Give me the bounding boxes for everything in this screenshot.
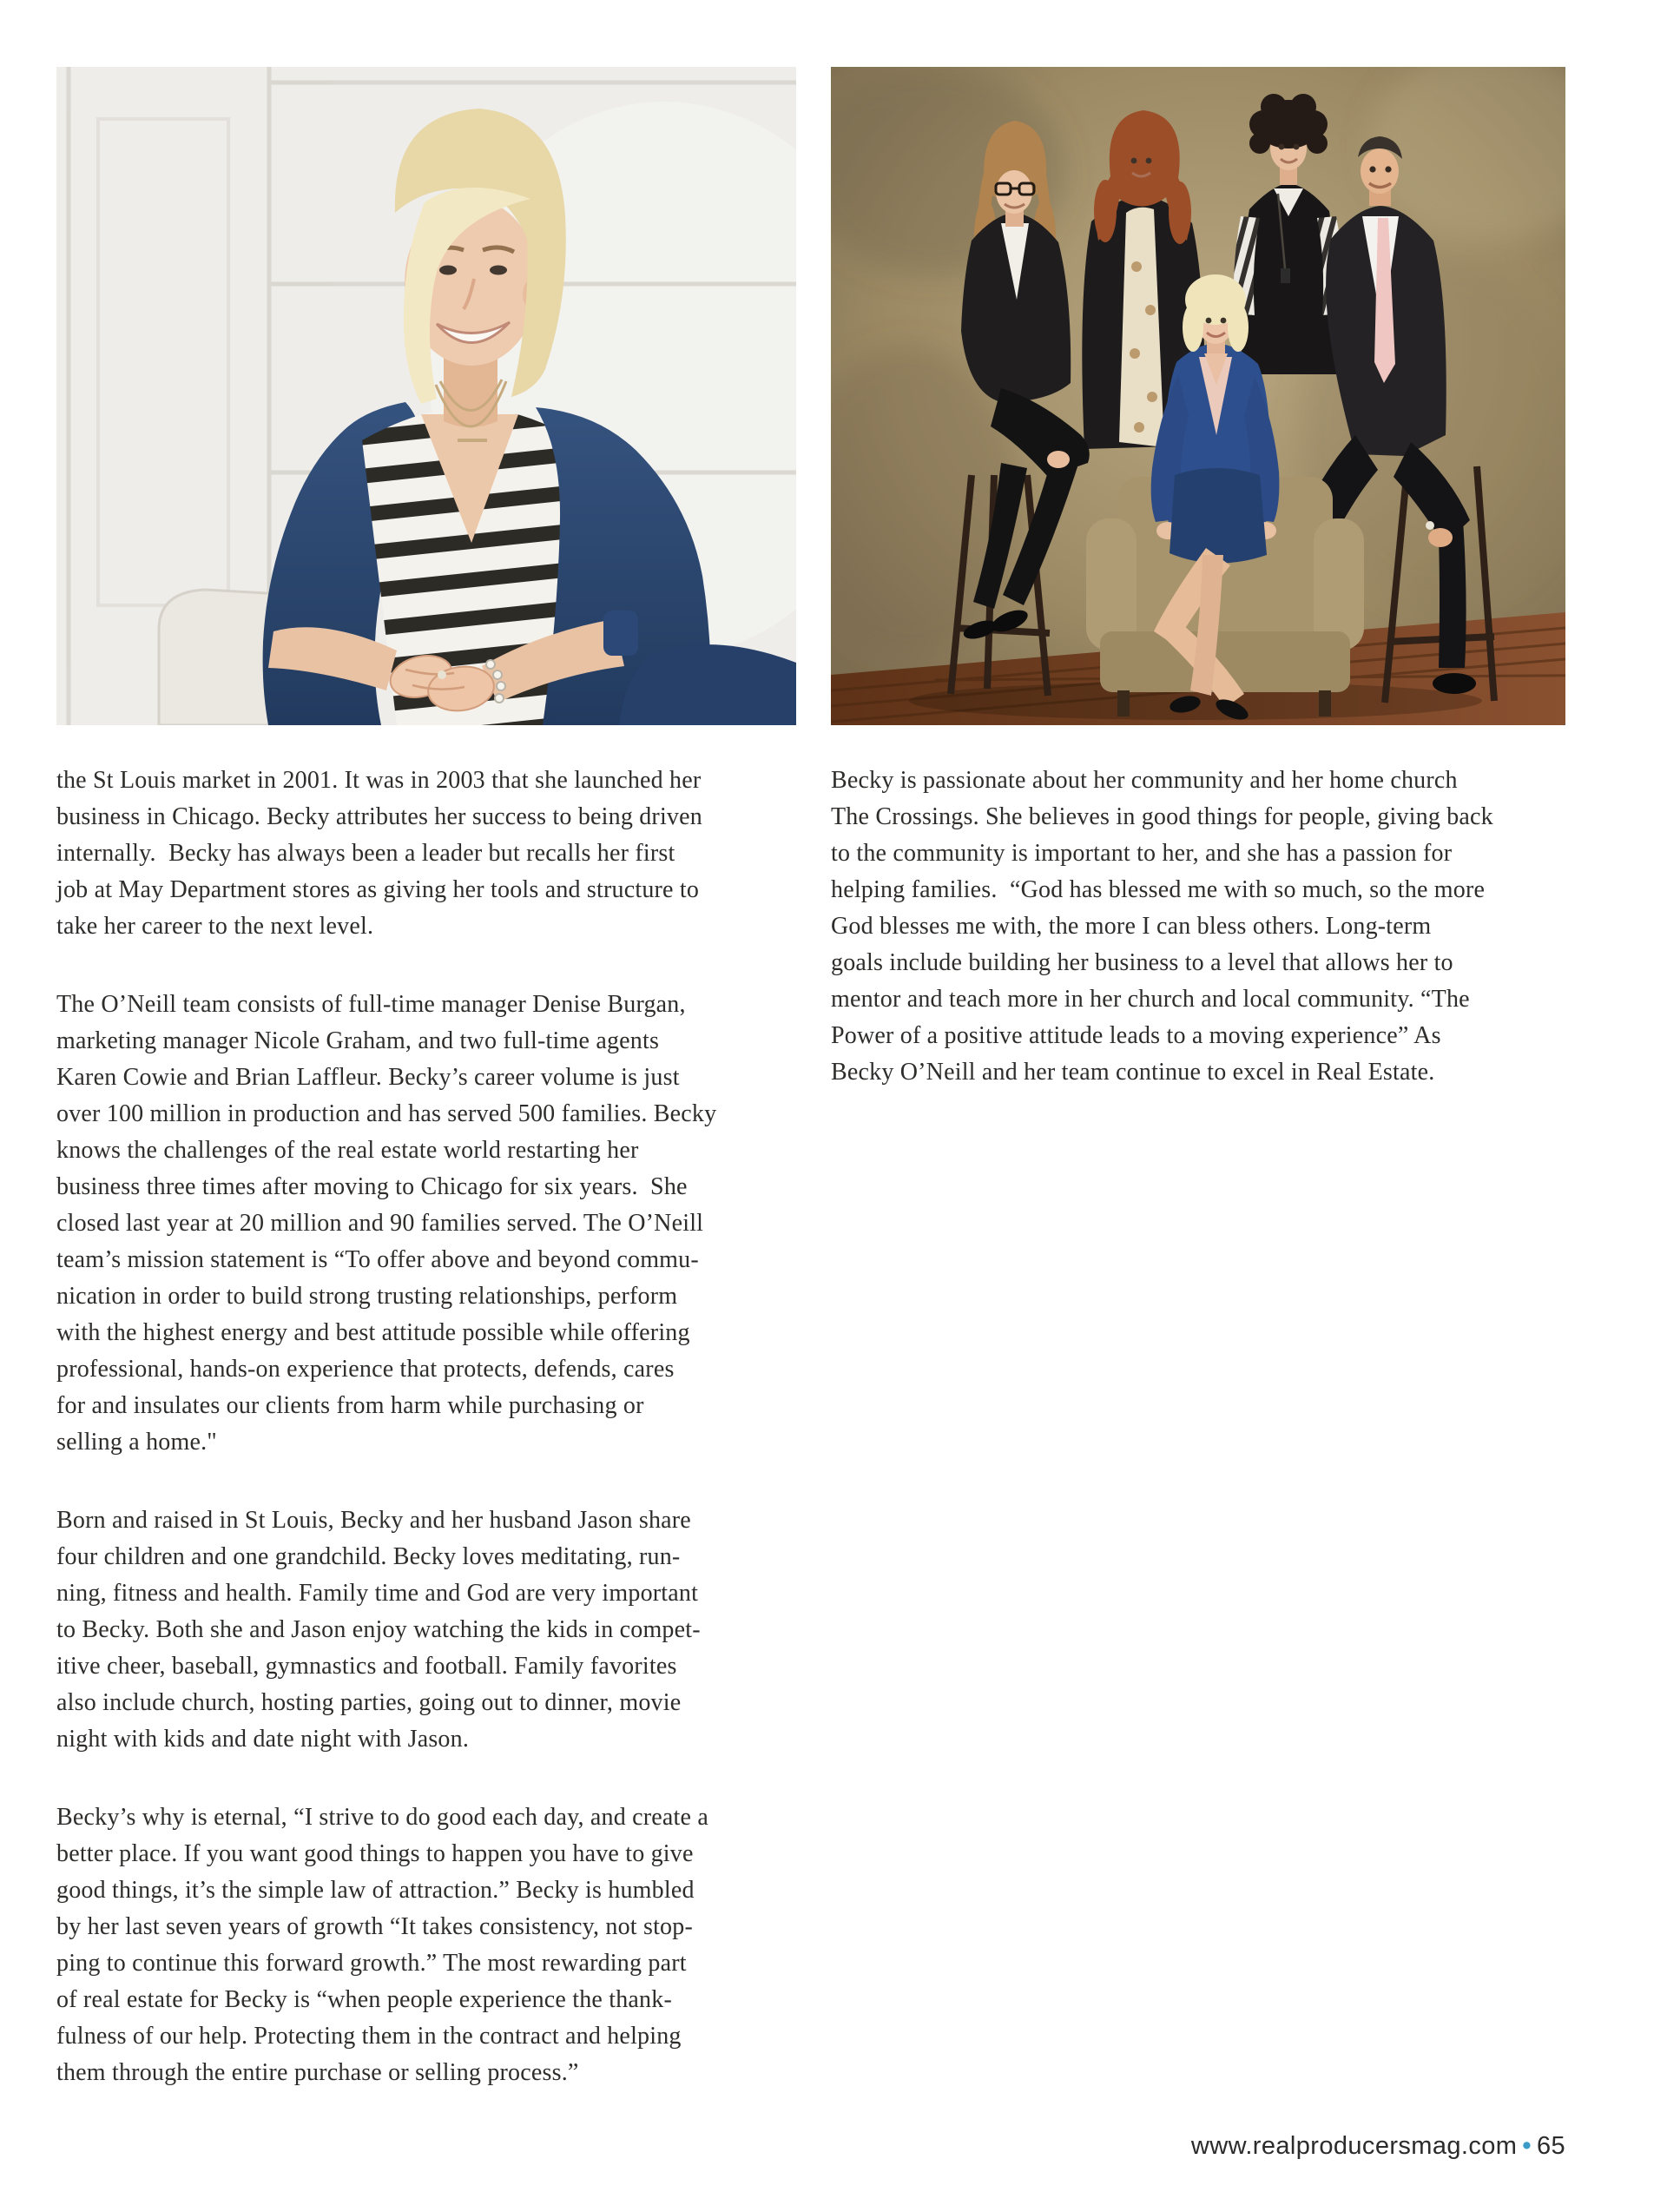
paragraph-career bbox=[56, 763, 825, 945]
text-line: over 100 million in production and has served 500 families. Becky bbox=[56, 1100, 717, 1127]
sleeve-cuff bbox=[603, 611, 638, 656]
text-line: professional, hands-on experience that protects, defends, cares bbox=[56, 1356, 675, 1383]
paragraph-why bbox=[56, 1799, 825, 2091]
page-number: 65 bbox=[1536, 2132, 1565, 2160]
text-line: business three times after moving to Chicago for six years. She bbox=[56, 1173, 688, 1200]
text-line: selling a home." bbox=[56, 1429, 217, 1456]
text-line: good things, it’s the simple law of attraction.” Becky is humbled bbox=[56, 1877, 695, 1904]
text-line: Becky’s why is eternal, “I strive to do good each day, and create a bbox=[56, 1804, 708, 1831]
text-line: itive cheer, baseball, gymnastics and football. Family favorites bbox=[56, 1653, 677, 1680]
paragraph-family bbox=[56, 1502, 825, 1758]
page-footer bbox=[1191, 2132, 1565, 2161]
text-line: take her career to the next level. bbox=[56, 913, 374, 940]
text-line: of real estate for Becky is “when people experience the thank- bbox=[56, 1986, 672, 2013]
text-line: ning, fitness and health. Family time and God are very important bbox=[56, 1580, 699, 1607]
text-line: fulness of our help. Protecting them in the contract and helping bbox=[56, 2023, 682, 2050]
footer-url[interactable]: www.realproducersmag.com bbox=[1190, 2132, 1518, 2160]
text-line: by her last seven years of growth “It takes consistency, not stop- bbox=[56, 1913, 693, 1940]
team-illustration bbox=[831, 67, 1565, 725]
portrait-photo bbox=[56, 67, 796, 725]
text-line: for and insulates our clients from harm while purchasing or bbox=[56, 1392, 644, 1419]
paragraph-team bbox=[56, 987, 825, 1461]
text-line: Born and raised in St Louis, Becky and her husband Jason share bbox=[56, 1507, 691, 1534]
text-line: The O’Neill team consists of full-time manager Denise Burgan, bbox=[56, 991, 686, 1018]
text-line: with the highest energy and best attitude possible while offering bbox=[56, 1319, 690, 1346]
text-line: The Crossings. She believes in good things for people, giving back bbox=[831, 803, 1493, 830]
text-line: mentor and teach more in her church and local community. “The bbox=[831, 986, 1470, 1013]
text-line: the St Louis market in 2001. It was in 2003 that she launched her bbox=[56, 767, 702, 794]
team-photo bbox=[831, 67, 1565, 725]
paragraph-community bbox=[831, 763, 1599, 1091]
text-line: Becky is passionate about her community and her home church bbox=[831, 767, 1458, 794]
text-line: team’s mission statement is “To offer above and beyond commu- bbox=[56, 1246, 699, 1273]
text-line: them through the entire purchase or selling process.” bbox=[56, 2059, 579, 2086]
text-line: to the community is important to her, and she has a passion for bbox=[831, 840, 1453, 867]
text-line: Karen Cowie and Brian Laffleur. Becky’s career volume is just bbox=[56, 1064, 680, 1091]
text-line: closed last year at 20 million and 90 families served. The O’Neill bbox=[56, 1210, 704, 1237]
text-line: to Becky. Both she and Jason enjoy watching the kids in compet- bbox=[56, 1616, 701, 1643]
text-line: God blesses me with, the more I can bless others. Long-term bbox=[831, 913, 1432, 940]
text-line: Power of a positive attitude leads to a moving experience” As bbox=[831, 1022, 1441, 1049]
text-line: knows the challenges of the real estate world restarting her bbox=[56, 1137, 639, 1164]
text-line: better place. If you want good things to happen you have to give bbox=[56, 1840, 694, 1867]
text-line: marketing manager Nicole Graham, and two full-time agents bbox=[56, 1027, 660, 1054]
text-line: also include church, hosting parties, going out to dinner, movie bbox=[56, 1689, 682, 1716]
text-line: four children and one grandchild. Becky loves meditating, run- bbox=[56, 1543, 681, 1570]
text-line: Becky O’Neill and her team continue to excel in Real Estate. bbox=[831, 1059, 1435, 1086]
text-line: night with kids and date night with Jason. bbox=[56, 1726, 470, 1753]
text-line: business in Chicago. Becky attributes her success to being driven bbox=[56, 803, 702, 830]
text-line: ping to continue this forward growth.” The most rewarding part bbox=[56, 1950, 687, 1977]
article-right-column bbox=[831, 763, 1599, 1132]
portrait-illustration bbox=[56, 67, 796, 725]
text-line: helping families. “God has blessed me with so much, so the more bbox=[831, 876, 1486, 903]
text-line: job at May Department stores as giving her tools and structure to bbox=[56, 876, 700, 903]
text-line: internally. Becky has always been a leader but recalls her first bbox=[56, 840, 675, 867]
text-line: nication in order to build strong trusting relationships, perform bbox=[56, 1283, 678, 1310]
text-line: goals include building her business to a level that allows her to bbox=[831, 949, 1453, 976]
footer-separator-dot: • bbox=[1522, 2132, 1532, 2160]
article-left-column bbox=[56, 763, 825, 2133]
